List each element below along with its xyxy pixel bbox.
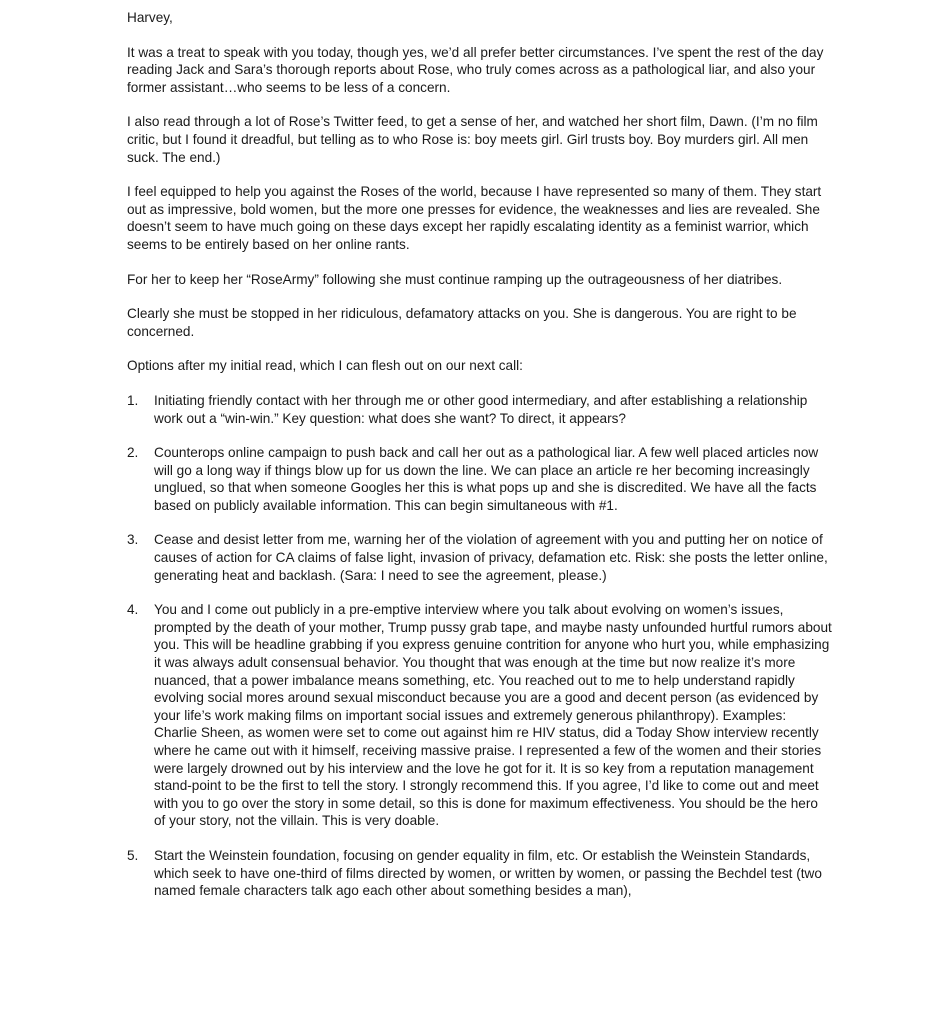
list-item [127,847,832,900]
list-item [127,601,832,830]
list-item [127,444,832,514]
paragraph-intro: It was a treat to speak with you today, though yes, we’d all prefer better circumstances. I’ve spent the rest of the day reading Jack and Sara’s thorough reports about Rose, who truly comes across as a pathological liar, and also your former assistant…who seems to be less of a concern. [127,44,824,95]
salutation: Harvey, [127,10,173,25]
paragraph-options-intro: Options after my initial read, which I can flesh out on our next call: [127,358,523,374]
option-number: 2. [127,445,139,461]
paragraph-equipped: I feel equipped to help you against the Roses of the world, because I have represented so many of them. They start out as impressive, bold women, but the more one presses for evidence, the weaknesses and lies are revealed. She doesn’t seem to have much going on these days except her rapidly escalating identity as a feminist warrior, which seems to be entirely based on her online rants. [127,184,822,252]
paragraph-stopped: Clearly she must be stopped in her ridiculous, defamatory attacks on you. She is dangerous. You are right to be concerned. [127,306,797,339]
option-text: Initiating friendly contact with her through me or other good intermediary, and after establishing a relationship work out a “win-win.” Key question: what does she want? To direct, it appears? [154,392,808,426]
option-text: Counterops online campaign to push back and call her out as a pathological liar. A few well placed articles now will go a long way if things blow up for us down the line. We can place an article re her becoming increasingly unglued, so that when someone Googles her this is what pops up and she is discredited. We have all the facts based on publicly available information. This can begin simultaneous with #1. [154,445,819,513]
list-item [127,531,832,584]
paragraph-twitter-film: I also read through a lot of Rose’s Twitter feed, to get a sense of her, and watched her short film, Dawn. (I’m no film critic, but I found it dreadful, but telling as to who Rose is: boy meets girl. Girl trusts boy. Boy murders girl. All men suck. The end.) [127,114,818,165]
option-number: 4. [127,602,139,618]
list-item [127,392,832,427]
option-text: Start the Weinstein foundation, focusing on gender equality in film, etc. Or establish the Weinstein Standards, which seek to have one-third of films directed by women, or written by women, or passing the Bechdel test (two named female characters talk ago each other about something besides a man), [154,847,822,899]
option-number: 3. [127,532,139,548]
options-list [127,392,832,900]
option-number: 5. [127,847,139,863]
option-text: You and I come out publicly in a pre-emptive interview where you talk about evolving on women’s issues, prompted by the death of your mother, Trump pussy grab tape, and maybe nasty unfounded hurtful rumors about you. This will be headline grabbing if you express genuine contrition for anyone who hurt you, while emphasizing it was always adult consensual behavior. You thought that was enough at the time but now realize it’s more nuanced, that a power imbalance means something, etc. You reached out to me to help understand rapidly evolving social mores around sexual misconduct because you are a good and decent person (as evidenced by your life’s work making films on important social issues and extremely generous philanthropy). Examples: Charlie Sheen, as women were set to come out against him re HIV status, did a Today Show interview recently where he came out with it himself, receiving massive praise. I represented a few of the women and their stories were largely drowned out by his interview and the love he got for it. It is so key from a reputation management stand-point to be the first to tell the story. I strongly recommend this. If you agree, I’d like to come out and meet with you to go over the story in some detail, so this is done for maximum effectiveness. You should be the hero of your story, not the villain. This is very doable. [154,602,832,829]
paragraph-rosearmy: For her to keep her “RoseArmy” following she must continue ramping up the outrageousness of her diatribes. [127,271,783,287]
option-text: Cease and desist letter from me, warning her of the violation of agreement with you and putting her on notice of causes of action for CA claims of false light, invasion of privacy, defamation etc. Risk: she posts the letter online, generating heat and backlash. (Sara: I need to see the agreement, please.) [154,532,828,583]
letter-document [127,9,832,917]
option-number: 1. [127,392,139,408]
